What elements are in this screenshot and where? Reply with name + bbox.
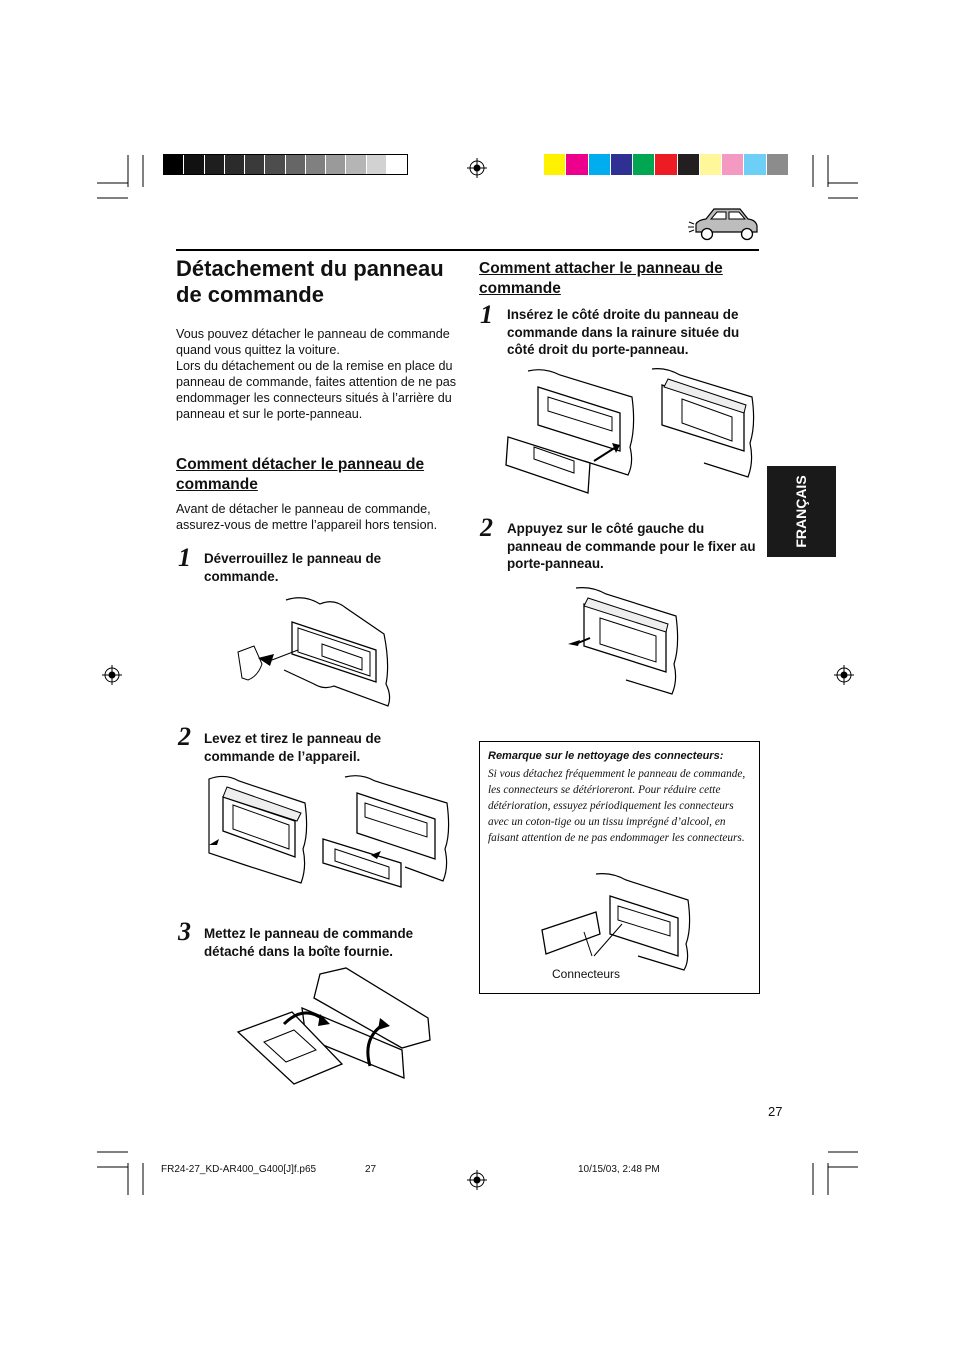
gray-swatch	[367, 155, 386, 174]
note-title: Remarque sur le nettoyage des connecteurs:	[488, 750, 724, 762]
color-swatch	[589, 154, 610, 175]
step-number: 2	[480, 513, 493, 542]
note-body: Si vous détachez fréquemment le panneau de commande, les connecteurs se détérioreront. Pour réduire cette détérioration, essuyez périodiquement les connecteurs avec un coton-tige ou un tissu imprégné d’alcool, en faisant attention de ne pas endommager les connecteurs.	[488, 768, 746, 844]
color-swatch	[611, 154, 632, 175]
color-swatch	[767, 154, 788, 175]
step-text: Levez et tirez le panneau de commande de l’appareil.	[204, 731, 382, 764]
step-number: 1	[178, 543, 191, 572]
color-swatch	[544, 154, 565, 175]
gray-swatch	[265, 155, 284, 174]
note-box	[479, 741, 760, 994]
registration-target-icon	[467, 1170, 487, 1190]
gray-swatch	[306, 155, 325, 174]
gray-swatch	[245, 155, 264, 174]
gray-swatch	[164, 155, 183, 174]
press-panel-illustration	[566, 586, 686, 701]
gray-swatch	[346, 155, 365, 174]
page-number: 27	[768, 1104, 783, 1119]
intro-text	[176, 326, 461, 422]
registration-target-icon	[102, 665, 122, 685]
step-text: Appuyez sur le côté gauche du panneau de commande pour le fixer au porte-panneau.	[507, 521, 756, 571]
grayscale-calibration-bar	[163, 154, 408, 175]
footer-filename: FR24-27_KD-AR400_G400[J]f.p65	[161, 1164, 317, 1175]
detach-heading: Comment détacher le panneau de commande	[176, 456, 425, 493]
step-number: 2	[178, 722, 191, 751]
unlock-panel-illustration	[234, 594, 394, 714]
page-title: Détachement du panneau de commande	[176, 256, 444, 307]
connectors-label: Connecteurs	[552, 967, 621, 981]
color-swatch	[722, 154, 743, 175]
intro-paragraph: Vous pouvez détacher le panneau de commande quand vous quittez la voiture.	[176, 327, 450, 357]
detach-text: Avant de détacher le panneau de commande, assurez-vous de mettre l’appareil hors tension.	[176, 502, 438, 532]
step-number: 3	[178, 917, 191, 946]
color-swatch	[566, 154, 587, 175]
gray-swatch	[387, 155, 406, 174]
gray-swatch	[225, 155, 244, 174]
intro-paragraph: Lors du détachement ou de la remise en place du panneau de commande, faites attention de ne pas endommager les connecteurs situés à l’arrière du panneau et sur le porte-panneau.	[176, 359, 457, 421]
step-text: Insérez le côté droite du panneau de commande dans la rainure située du côté droit du porte-panneau.	[507, 307, 740, 357]
gray-swatch	[184, 155, 203, 174]
attach-heading: Comment attacher le panneau de commande	[479, 260, 723, 297]
step-text: Mettez le panneau de commande détaché dans la boîte fournie.	[204, 926, 414, 959]
color-swatch	[655, 154, 676, 175]
language-tab-label: FRANÇAIS	[793, 475, 809, 548]
footer-page: 27	[365, 1164, 377, 1175]
color-swatch	[633, 154, 654, 175]
car-icon	[688, 204, 760, 244]
title-rule	[176, 249, 759, 251]
lift-panel-illustration	[205, 773, 455, 888]
color-swatch	[744, 154, 765, 175]
registration-target-icon	[834, 665, 854, 685]
step-number: 1	[480, 300, 493, 329]
storage-case-illustration	[234, 968, 434, 1088]
footer-date: 10/15/03, 2:48 PM	[578, 1164, 660, 1175]
gray-swatch	[205, 155, 224, 174]
color-swatch	[700, 154, 721, 175]
gray-swatch	[286, 155, 305, 174]
step-text: Déverrouillez le panneau de commande.	[204, 551, 382, 584]
registration-target-icon	[467, 158, 487, 178]
color-calibration-bar	[544, 154, 789, 175]
color-swatch	[678, 154, 699, 175]
gray-swatch	[326, 155, 345, 174]
connectors-illustration	[538, 872, 708, 972]
insert-panel-illustration	[504, 367, 784, 482]
